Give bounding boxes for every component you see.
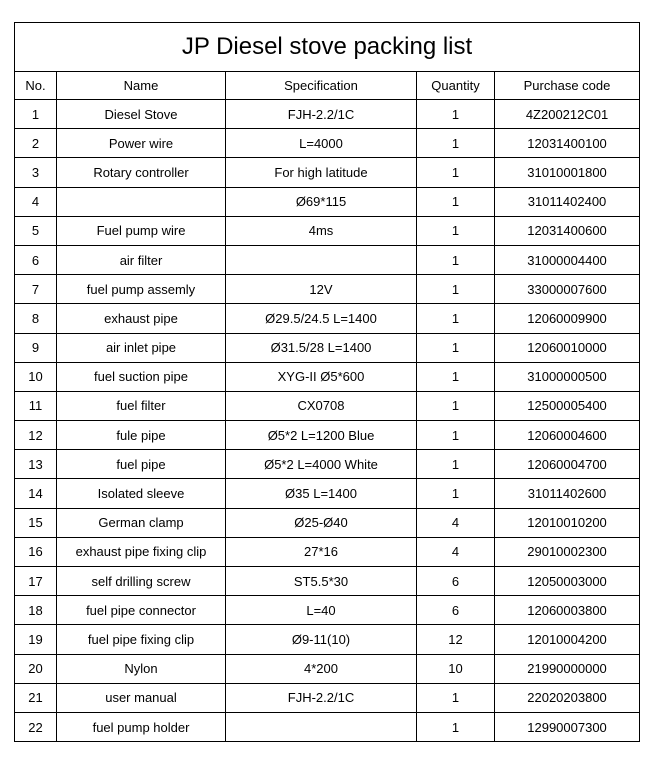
cell-quantity: 1 [417,683,495,712]
cell-quantity: 6 [417,596,495,625]
cell-no: 17 [15,567,57,596]
cell-specification: 4ms [226,216,417,245]
cell-no: 1 [15,100,57,129]
table-body [15,100,640,742]
table-row [15,391,640,420]
table-row [15,421,640,450]
cell-quantity: 10 [417,654,495,683]
column-header-quantity: Quantity [417,72,495,100]
cell-quantity: 1 [417,187,495,216]
cell-purchase-code: 12500005400 [495,391,640,420]
cell-specification: Ø9-11(10) [226,625,417,654]
cell-quantity: 6 [417,567,495,596]
packing-list-table [14,22,640,742]
cell-specification: Ø69*115 [226,187,417,216]
cell-no: 10 [15,362,57,391]
cell-no: 21 [15,683,57,712]
cell-no: 15 [15,508,57,537]
table-row [15,596,640,625]
table-row [15,129,640,158]
cell-name: fuel pipe connector [57,596,226,625]
cell-purchase-code: 12010010200 [495,508,640,537]
cell-no: 19 [15,625,57,654]
cell-quantity: 1 [417,216,495,245]
cell-purchase-code: 12050003000 [495,567,640,596]
cell-purchase-code: 12060003800 [495,596,640,625]
table-row [15,362,640,391]
cell-purchase-code: 12031400600 [495,216,640,245]
cell-name [57,187,226,216]
cell-quantity: 1 [417,129,495,158]
cell-name: exhaust pipe fixing clip [57,537,226,566]
cell-specification: Ø5*2 L=4000 White [226,450,417,479]
cell-no: 5 [15,216,57,245]
cell-quantity: 1 [417,421,495,450]
cell-quantity: 1 [417,391,495,420]
column-header-name: Name [57,72,226,100]
cell-quantity: 4 [417,537,495,566]
cell-name: German clamp [57,508,226,537]
cell-purchase-code: 12060004700 [495,450,640,479]
cell-name: fuel pump assemly [57,275,226,304]
column-header-no: No. [15,72,57,100]
table-row [15,304,640,333]
cell-name: air filter [57,245,226,274]
cell-purchase-code: 12031400100 [495,129,640,158]
cell-no: 3 [15,158,57,187]
cell-quantity: 1 [417,362,495,391]
cell-specification [226,245,417,274]
cell-purchase-code: 31010001800 [495,158,640,187]
cell-specification: L=4000 [226,129,417,158]
table-row [15,479,640,508]
packing-list-sheet [14,22,639,742]
cell-purchase-code: 31000004400 [495,245,640,274]
cell-specification: FJH-2.2/1C [226,683,417,712]
cell-name: user manual [57,683,226,712]
cell-quantity: 1 [417,333,495,362]
cell-specification: 27*16 [226,537,417,566]
cell-specification: Ø35 L=1400 [226,479,417,508]
table-row [15,245,640,274]
cell-name: fuel pump holder [57,712,226,741]
table-row [15,158,640,187]
cell-specification: FJH-2.2/1C [226,100,417,129]
column-header-specification: Specification [226,72,417,100]
cell-no: 22 [15,712,57,741]
table-row [15,683,640,712]
cell-name: fule pipe [57,421,226,450]
table-row [15,100,640,129]
table-row [15,712,640,741]
cell-name: fuel filter [57,391,226,420]
cell-specification: Ø25-Ø40 [226,508,417,537]
cell-purchase-code: 31011402400 [495,187,640,216]
table-row [15,275,640,304]
table-row [15,537,640,566]
cell-quantity: 1 [417,450,495,479]
cell-quantity: 12 [417,625,495,654]
cell-no: 16 [15,537,57,566]
cell-quantity: 1 [417,712,495,741]
table-row [15,508,640,537]
cell-purchase-code: 12060009900 [495,304,640,333]
cell-specification: L=40 [226,596,417,625]
cell-purchase-code: 33000007600 [495,275,640,304]
table-row [15,625,640,654]
cell-no: 8 [15,304,57,333]
cell-name: fuel pipe fixing clip [57,625,226,654]
cell-no: 11 [15,391,57,420]
cell-purchase-code: 12060004600 [495,421,640,450]
cell-name: Rotary controller [57,158,226,187]
cell-name: Isolated sleeve [57,479,226,508]
cell-quantity: 1 [417,158,495,187]
cell-name: Power wire [57,129,226,158]
table-row [15,654,640,683]
cell-quantity: 4 [417,508,495,537]
cell-purchase-code: 22020203800 [495,683,640,712]
cell-purchase-code: 12060010000 [495,333,640,362]
cell-specification: Ø29.5/24.5 L=1400 [226,304,417,333]
cell-quantity: 1 [417,100,495,129]
cell-name: fuel pipe [57,450,226,479]
table-header-row [15,72,640,100]
cell-no: 7 [15,275,57,304]
cell-name: self drilling screw [57,567,226,596]
cell-quantity: 1 [417,479,495,508]
cell-specification: CX0708 [226,391,417,420]
cell-name: Fuel pump wire [57,216,226,245]
cell-no: 20 [15,654,57,683]
cell-no: 14 [15,479,57,508]
cell-no: 4 [15,187,57,216]
cell-name: Nylon [57,654,226,683]
cell-specification: XYG-II Ø5*600 [226,362,417,391]
cell-specification: 4*200 [226,654,417,683]
cell-quantity: 1 [417,275,495,304]
cell-name: Diesel Stove [57,100,226,129]
cell-specification: Ø5*2 L=1200 Blue [226,421,417,450]
cell-no: 6 [15,245,57,274]
cell-specification: ST5.5*30 [226,567,417,596]
cell-purchase-code: 12990007300 [495,712,640,741]
cell-no: 13 [15,450,57,479]
cell-quantity: 1 [417,304,495,333]
table-row [15,187,640,216]
cell-purchase-code: 4Z200212C01 [495,100,640,129]
cell-purchase-code: 12010004200 [495,625,640,654]
table-row [15,216,640,245]
cell-specification [226,712,417,741]
cell-no: 18 [15,596,57,625]
cell-specification: Ø31.5/28 L=1400 [226,333,417,362]
table-row [15,450,640,479]
cell-no: 9 [15,333,57,362]
cell-no: 2 [15,129,57,158]
page-title: JP Diesel stove packing list [15,23,640,72]
cell-name: exhaust pipe [57,304,226,333]
cell-no: 12 [15,421,57,450]
cell-quantity: 1 [417,245,495,274]
cell-name: fuel suction pipe [57,362,226,391]
cell-specification: For high latitude [226,158,417,187]
cell-purchase-code: 31011402600 [495,479,640,508]
cell-specification: 12V [226,275,417,304]
table-row [15,567,640,596]
cell-purchase-code: 29010002300 [495,537,640,566]
table-row [15,333,640,362]
cell-purchase-code: 21990000000 [495,654,640,683]
cell-purchase-code: 31000000500 [495,362,640,391]
cell-name: air inlet pipe [57,333,226,362]
column-header-purchase-code: Purchase code [495,72,640,100]
